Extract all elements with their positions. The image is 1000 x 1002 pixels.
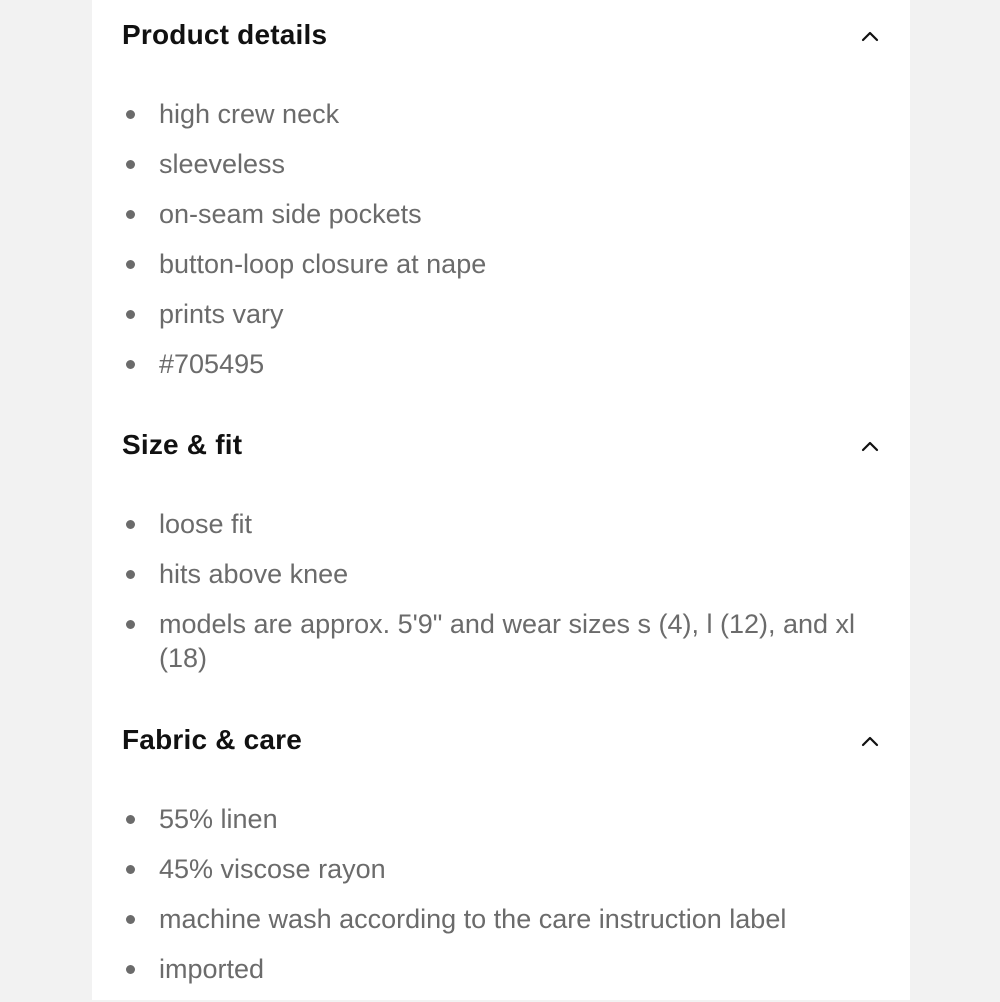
list-item: loose fit xyxy=(122,507,880,541)
list-item: on-seam side pockets xyxy=(122,197,880,231)
fabric-care-header[interactable] xyxy=(122,723,910,763)
bullet-icon xyxy=(126,520,135,529)
size-fit-list xyxy=(122,507,880,691)
chevron-up-icon[interactable] xyxy=(858,729,882,753)
chevron-up-icon[interactable] xyxy=(858,24,882,48)
bullet-icon xyxy=(126,915,135,924)
bullet-icon xyxy=(126,310,135,319)
bullet-icon xyxy=(126,815,135,824)
section-title: Product details xyxy=(122,19,328,50)
product-details-header[interactable] xyxy=(122,18,910,58)
list-item: high crew neck xyxy=(122,97,880,131)
fabric-care-list xyxy=(122,802,880,1002)
list-item: 55% linen xyxy=(122,802,880,836)
list-item: hits above knee xyxy=(122,557,880,591)
product-details-list xyxy=(122,97,880,397)
list-item: models are approx. 5'9" and wear sizes s (4), l (12), and xl (18) xyxy=(122,607,880,675)
bullet-icon xyxy=(126,570,135,579)
list-item: imported xyxy=(122,952,880,986)
section-title: Fabric & care xyxy=(122,724,303,755)
list-item: #705495 xyxy=(122,347,880,381)
chevron-up-icon[interactable] xyxy=(858,434,882,458)
list-item: 45% viscose rayon xyxy=(122,852,880,886)
bullet-icon xyxy=(126,160,135,169)
size-fit-header[interactable] xyxy=(122,428,910,468)
bullet-icon xyxy=(126,110,135,119)
list-item: prints vary xyxy=(122,297,880,331)
bullet-icon xyxy=(126,865,135,874)
bullet-icon xyxy=(126,210,135,219)
section-title: Size & fit xyxy=(122,429,243,460)
bullet-icon xyxy=(126,620,135,629)
bullet-icon xyxy=(126,965,135,974)
list-item: button-loop closure at nape xyxy=(122,247,880,281)
bullet-icon xyxy=(126,260,135,269)
bullet-icon xyxy=(126,360,135,369)
list-item: sleeveless xyxy=(122,147,880,181)
list-item: machine wash according to the care instruction label xyxy=(122,902,880,936)
